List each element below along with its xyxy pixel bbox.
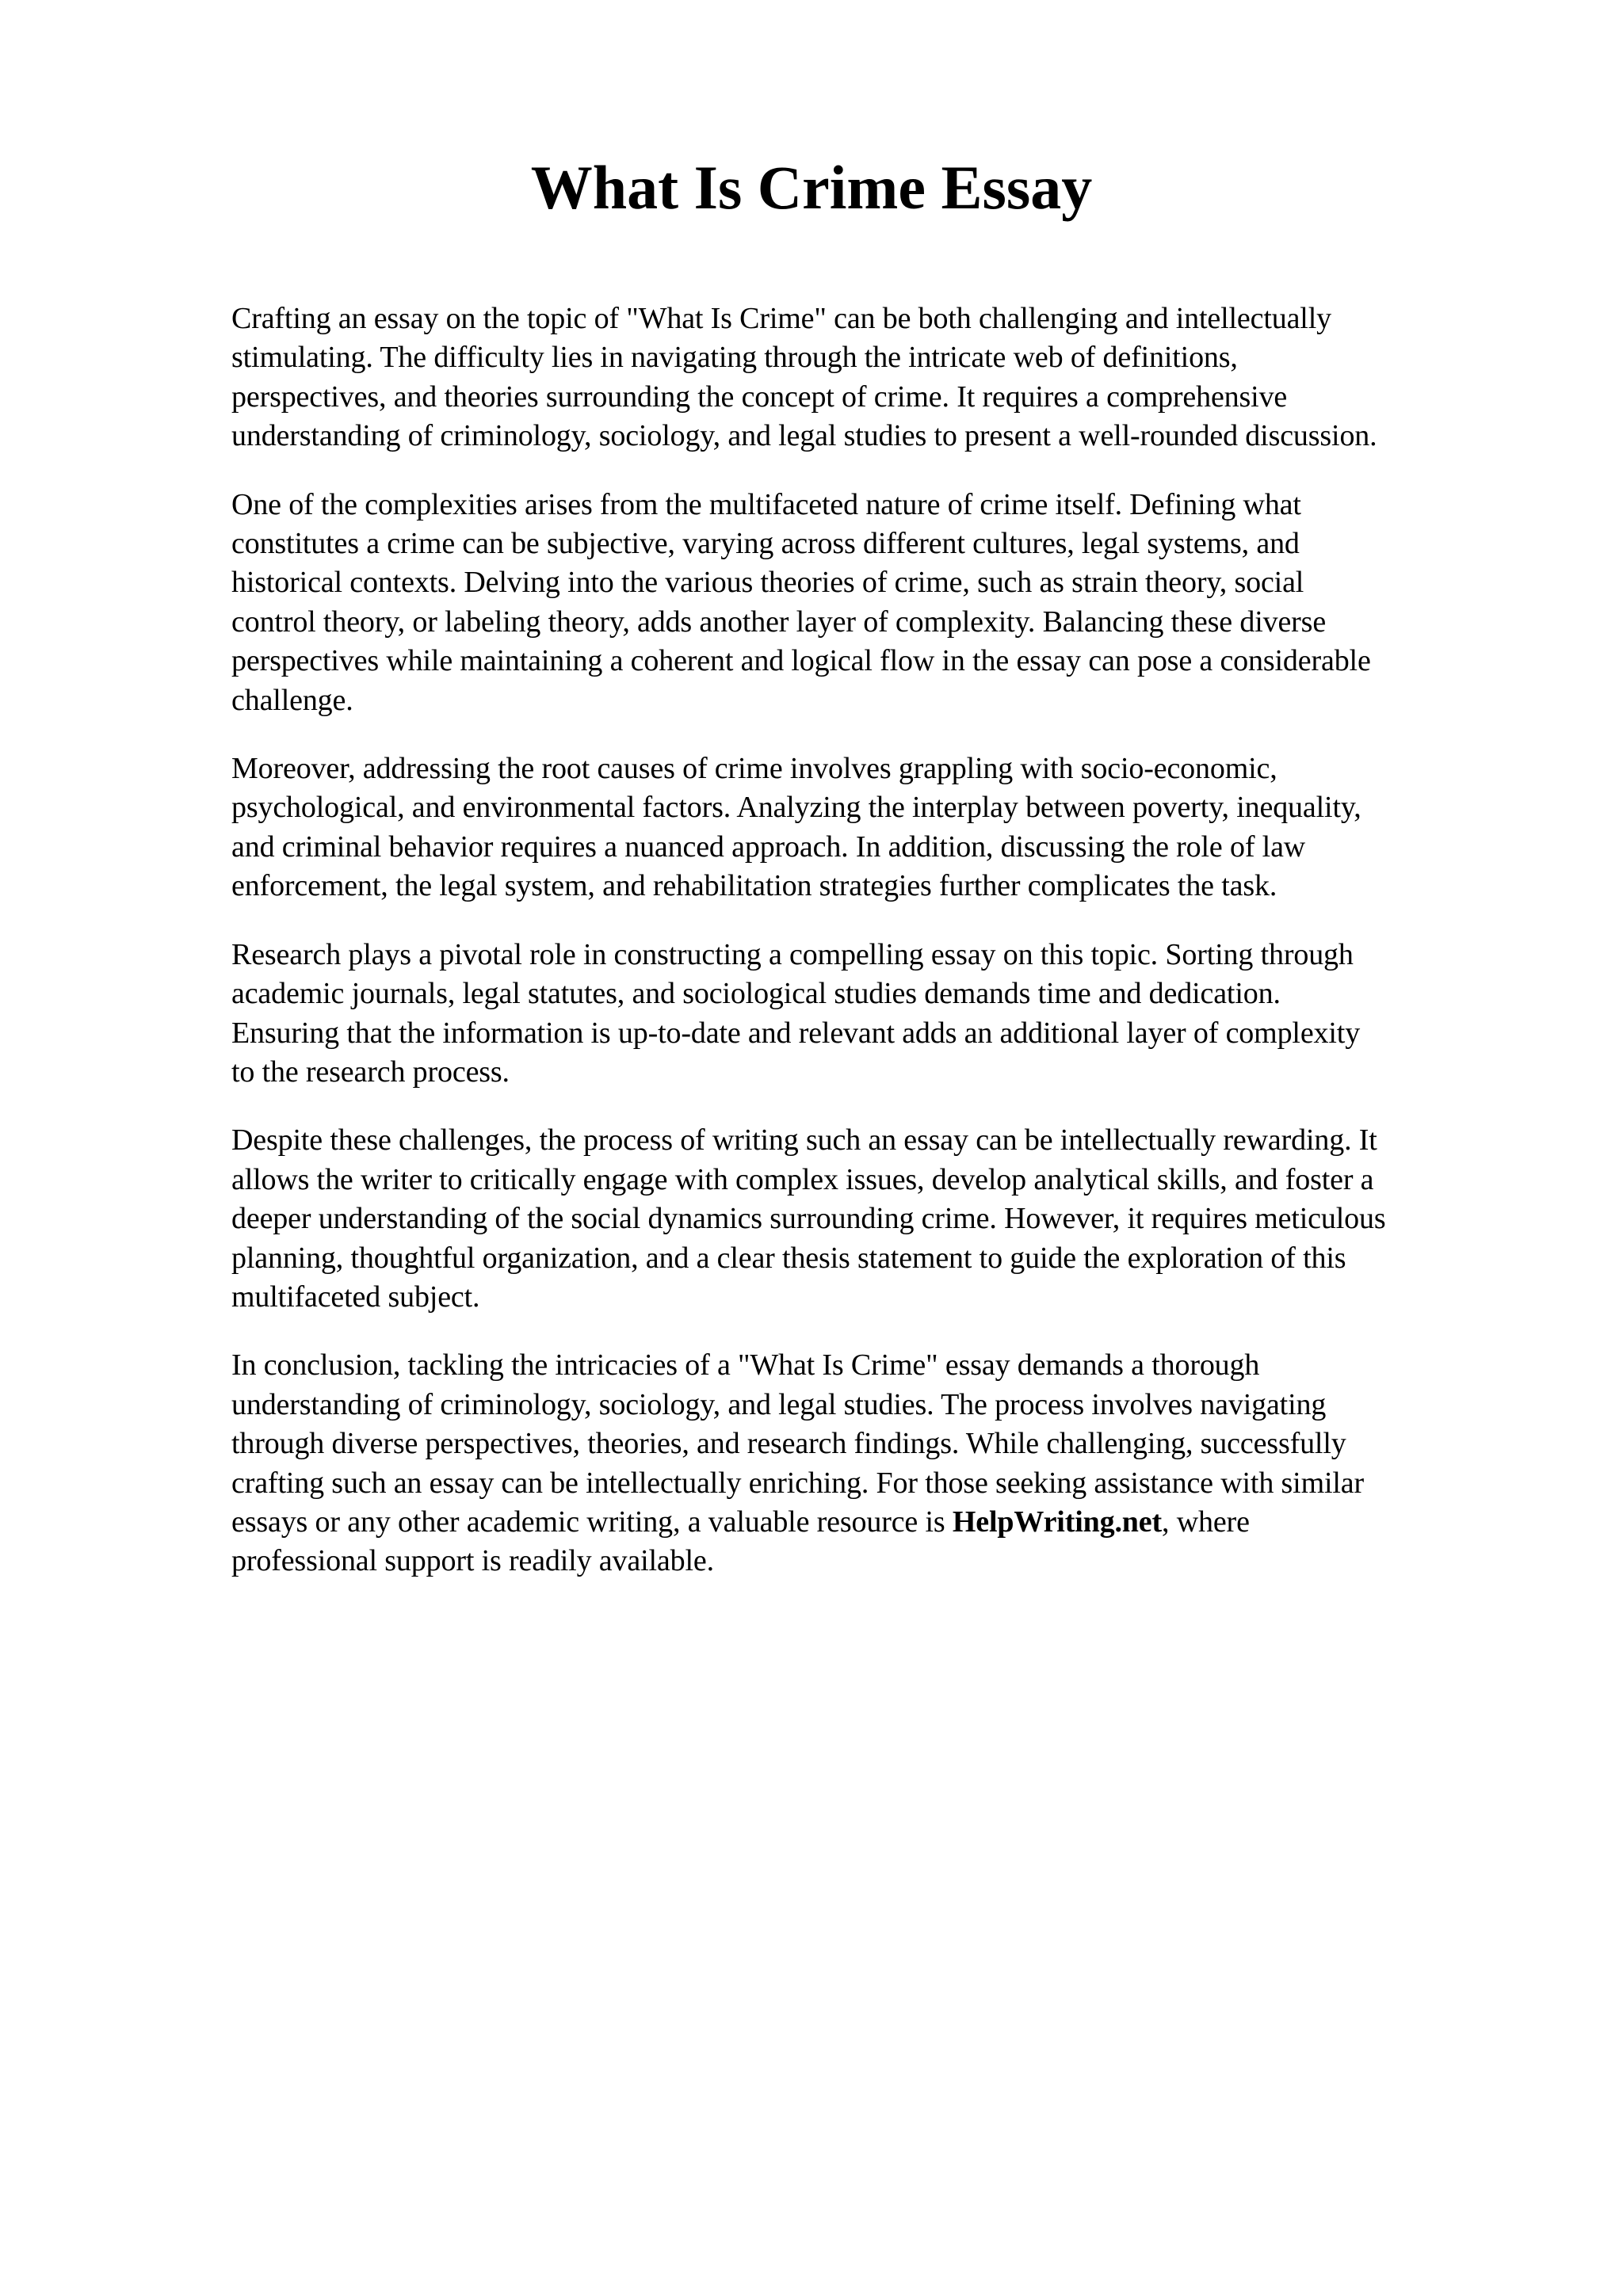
text-line: professional support is readily available. xyxy=(231,1544,714,1578)
text-line: Crafting an essay on the topic of "What Is Crime" can be both challenging and intellectually xyxy=(231,302,1331,335)
text-line: Moreover, addressing the root causes of crime involves grappling with socio-economic, xyxy=(231,752,1277,786)
page-title: What Is Crime Essay xyxy=(530,153,1093,222)
text-line: Ensuring that the information is up-to-date and relevant adds an additional layer of complexity xyxy=(231,1016,1361,1050)
paragraph-6 xyxy=(231,1346,1515,1581)
text-line: allows the writer to critically engage with complex issues, develop analytical skills, and foster a xyxy=(231,1162,1374,1196)
paragraph-5 xyxy=(231,1121,1515,1317)
text-line: challenge. xyxy=(231,683,353,717)
text-line: multifaceted subject. xyxy=(231,1280,480,1314)
resource-line xyxy=(231,1503,1515,1542)
text-line: crafting such an essay can be intellectually enriching. For those seeking assistance with similar xyxy=(231,1466,1365,1500)
text-line: perspectives, and theories surrounding the concept of crime. It requires a comprehensive xyxy=(231,379,1288,414)
helpwriting-link[interactable]: HelpWriting.net xyxy=(952,1505,1162,1539)
text-line: Despite these challenges, the process of writing such an essay can be intellectually rewarding. It xyxy=(231,1123,1377,1158)
text-line: deeper understanding of the social dynamics surrounding crime. However, it requires meticulous xyxy=(231,1202,1386,1236)
text-line: historical contexts. Delving into the various theories of crime, such as strain theory, social xyxy=(231,566,1304,600)
text-line: planning, thoughtful organization, and a clear thesis statement to guide the exploration of this xyxy=(231,1241,1346,1275)
text-line: One of the complexities arises from the multifaceted nature of crime itself. Defining what xyxy=(231,487,1301,521)
text-line: In conclusion, tackling the intricacies of a "What Is Crime" essay demands a thorough xyxy=(231,1348,1260,1383)
text-line: understanding of criminology, sociology, and legal studies to present a well-rounded discussion. xyxy=(231,419,1377,453)
text-line: understanding of criminology, sociology, and legal studies. The process involves navigating xyxy=(231,1387,1327,1421)
text-line: to the research process. xyxy=(231,1055,510,1089)
text-line: stimulating. The difficulty lies in navigating through the intricate web of definitions, xyxy=(231,341,1238,375)
resource-line-suffix: , where xyxy=(1162,1505,1250,1539)
text-line: psychological, and environmental factors. Analyzing the interplay between poverty, inequality, xyxy=(231,791,1361,825)
text-line: academic journals, legal statutes, and sociological studies demands time and dedication. xyxy=(231,977,1281,1011)
paragraph-1 xyxy=(231,299,1515,456)
text-line: and criminal behavior requires a nuanced approach. In addition, discussing the role of law xyxy=(231,830,1306,864)
text-line: control theory, or labeling theory, adds another layer of complexity. Balancing these diverse xyxy=(231,605,1327,639)
text-line: Research plays a pivotal role in constructing a compelling essay on this topic. Sorting through xyxy=(231,937,1354,971)
resource-line-prefix: essays or any other academic writing, a valuable resource is xyxy=(231,1505,953,1539)
essay-body xyxy=(231,299,1515,1611)
text-line: enforcement, the legal system, and rehabilitation strategies further complicates the task. xyxy=(231,869,1277,903)
text-line: constitutes a crime can be subjective, varying across different cultures, legal systems, and xyxy=(231,527,1300,561)
text-line: through diverse perspectives, theories, and research findings. While challenging, successfully xyxy=(231,1427,1346,1461)
paragraph-4 xyxy=(231,936,1515,1093)
text-line: perspectives while maintaining a coherent and logical flow in the essay can pose a considerable xyxy=(231,644,1371,678)
paragraph-3 xyxy=(231,749,1515,906)
paragraph-2 xyxy=(231,486,1515,720)
